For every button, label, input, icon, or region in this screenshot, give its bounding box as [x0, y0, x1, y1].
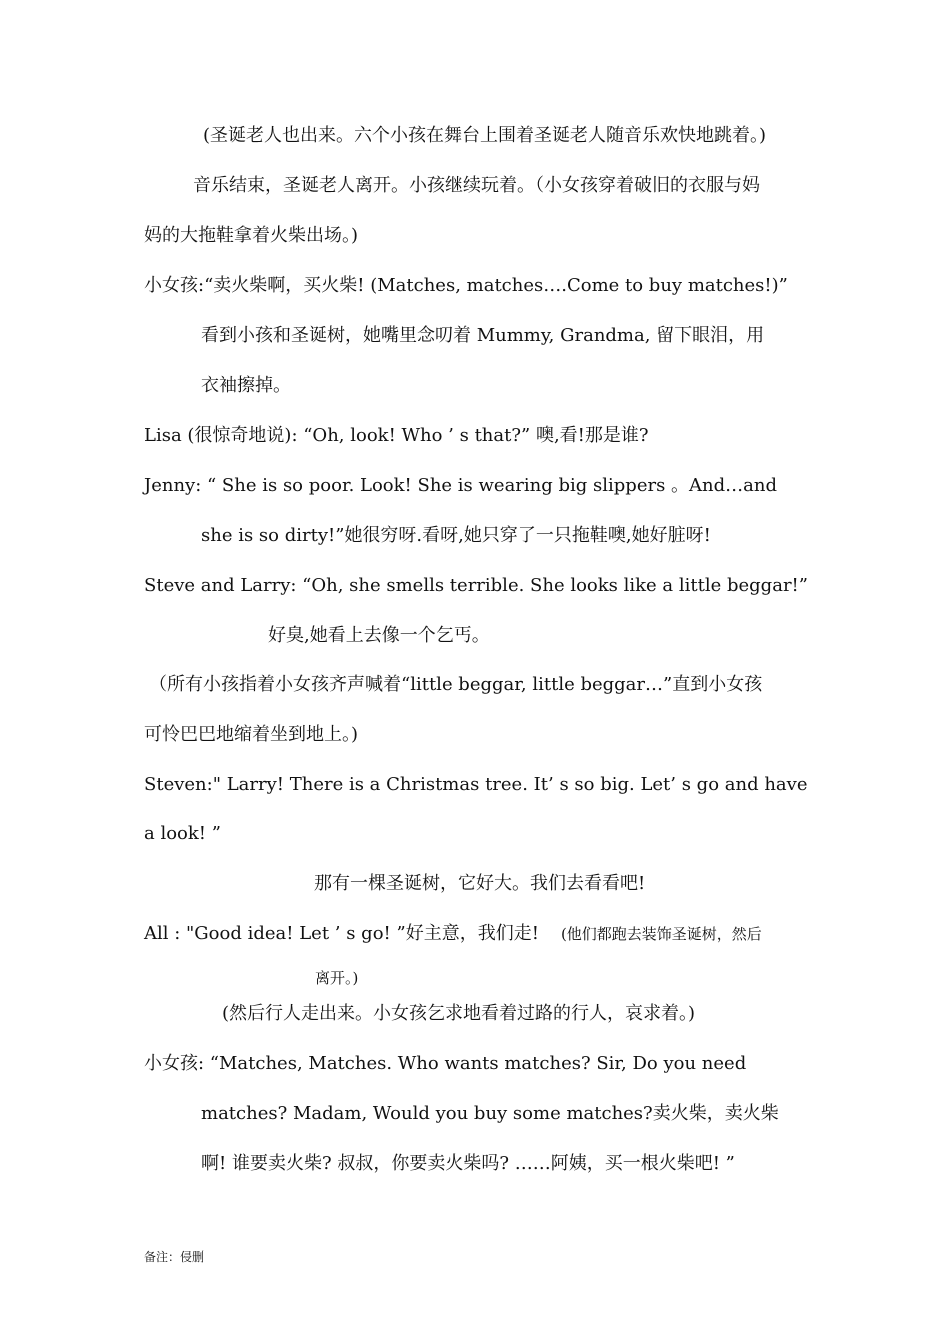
- stage-direction-little-beggar-cont: 可怜巴巴地缩着坐到地上。): [144, 724, 359, 745]
- dialogue-steve-larry: Steve and Larry: “Oh, she smells terrible. She looks like a little beggar!”: [144, 575, 808, 596]
- stage-direction-decorate-tree: (他们都跑去装饰圣诞树，然后: [560, 925, 762, 943]
- dialogue-jenny-cont: she is so dirty!”她很穷呀.看呀,她只穿了一只拖鞋噢,她好脏呀!: [201, 525, 711, 546]
- dialogue-little-girl-matches-cont-2: 啊! 谁要卖火柴? 叔叔，你要卖火柴吗? ……阿姨，买一根火柴吧! ”: [201, 1153, 735, 1174]
- dialogue-lisa: Lisa (很惊奇地说): “Oh, look! Who ’ s that?” 噢,看!那是谁?: [144, 425, 649, 446]
- dialogue-little-girl-matches-cont: matches? Madam, Would you buy some matches?卖火柴，卖火柴: [201, 1103, 779, 1124]
- dialogue-steve-larry-translation: 好臭,她看上去像一个乞丐。: [268, 625, 490, 646]
- dialogue-steven-translation: 那有一棵圣诞树，它好大。我们去看看吧!: [314, 873, 646, 894]
- footer-note: 备注：侵删: [144, 1250, 205, 1264]
- dialogue-all: [144, 922, 762, 946]
- dialogue-steven: Steven:" Larry! There is a Christmas tree. It’ s so big. Let’ s go and have: [144, 774, 808, 795]
- stage-direction-decorate-tree-cont: 离开。): [315, 969, 359, 987]
- dialogue-all-text: All : "Good idea! Let ’ s go! ”好主意，我们走!: [144, 923, 539, 944]
- dialogue-little-girl-cont: 看到小孩和圣诞树，她嘴里念叨着 Mummy, Grandma, 留下眼泪，用: [201, 325, 765, 346]
- dialogue-little-girl-cont-2: 衣袖擦掉。: [201, 375, 291, 396]
- stage-direction-music-ends: 音乐结束，圣诞老人离开。小孩继续玩着。（小女孩穿着破旧的衣服与妈: [193, 175, 760, 196]
- stage-direction-santa: (圣诞老人也出来。六个小孩在舞台上围着圣诞老人随音乐欢快地跳着。): [203, 125, 767, 146]
- stage-direction-girl-enters: 妈的大拖鞋拿着火柴出场。): [144, 225, 359, 246]
- dialogue-little-girl-matches: 小女孩: “Matches, Matches. Who wants matches? Sir, Do you need: [144, 1053, 747, 1074]
- dialogue-steven-cont: a look! ”: [144, 823, 221, 844]
- stage-direction-passersby: (然后行人走出来。小女孩乞求地看着过路的行人，哀求着。): [222, 1003, 696, 1024]
- dialogue-little-girl: 小女孩:“卖火柴啊，买火柴! (Matches, matches….Come to buy matches!)”: [144, 275, 788, 296]
- dialogue-jenny: Jenny: “ She is so poor. Look! She is wearing big slippers 。And…and: [144, 475, 777, 496]
- stage-direction-little-beggar: （所有小孩指着小女孩齐声喊着“little beggar, little beggar…”直到小女孩: [149, 674, 763, 695]
